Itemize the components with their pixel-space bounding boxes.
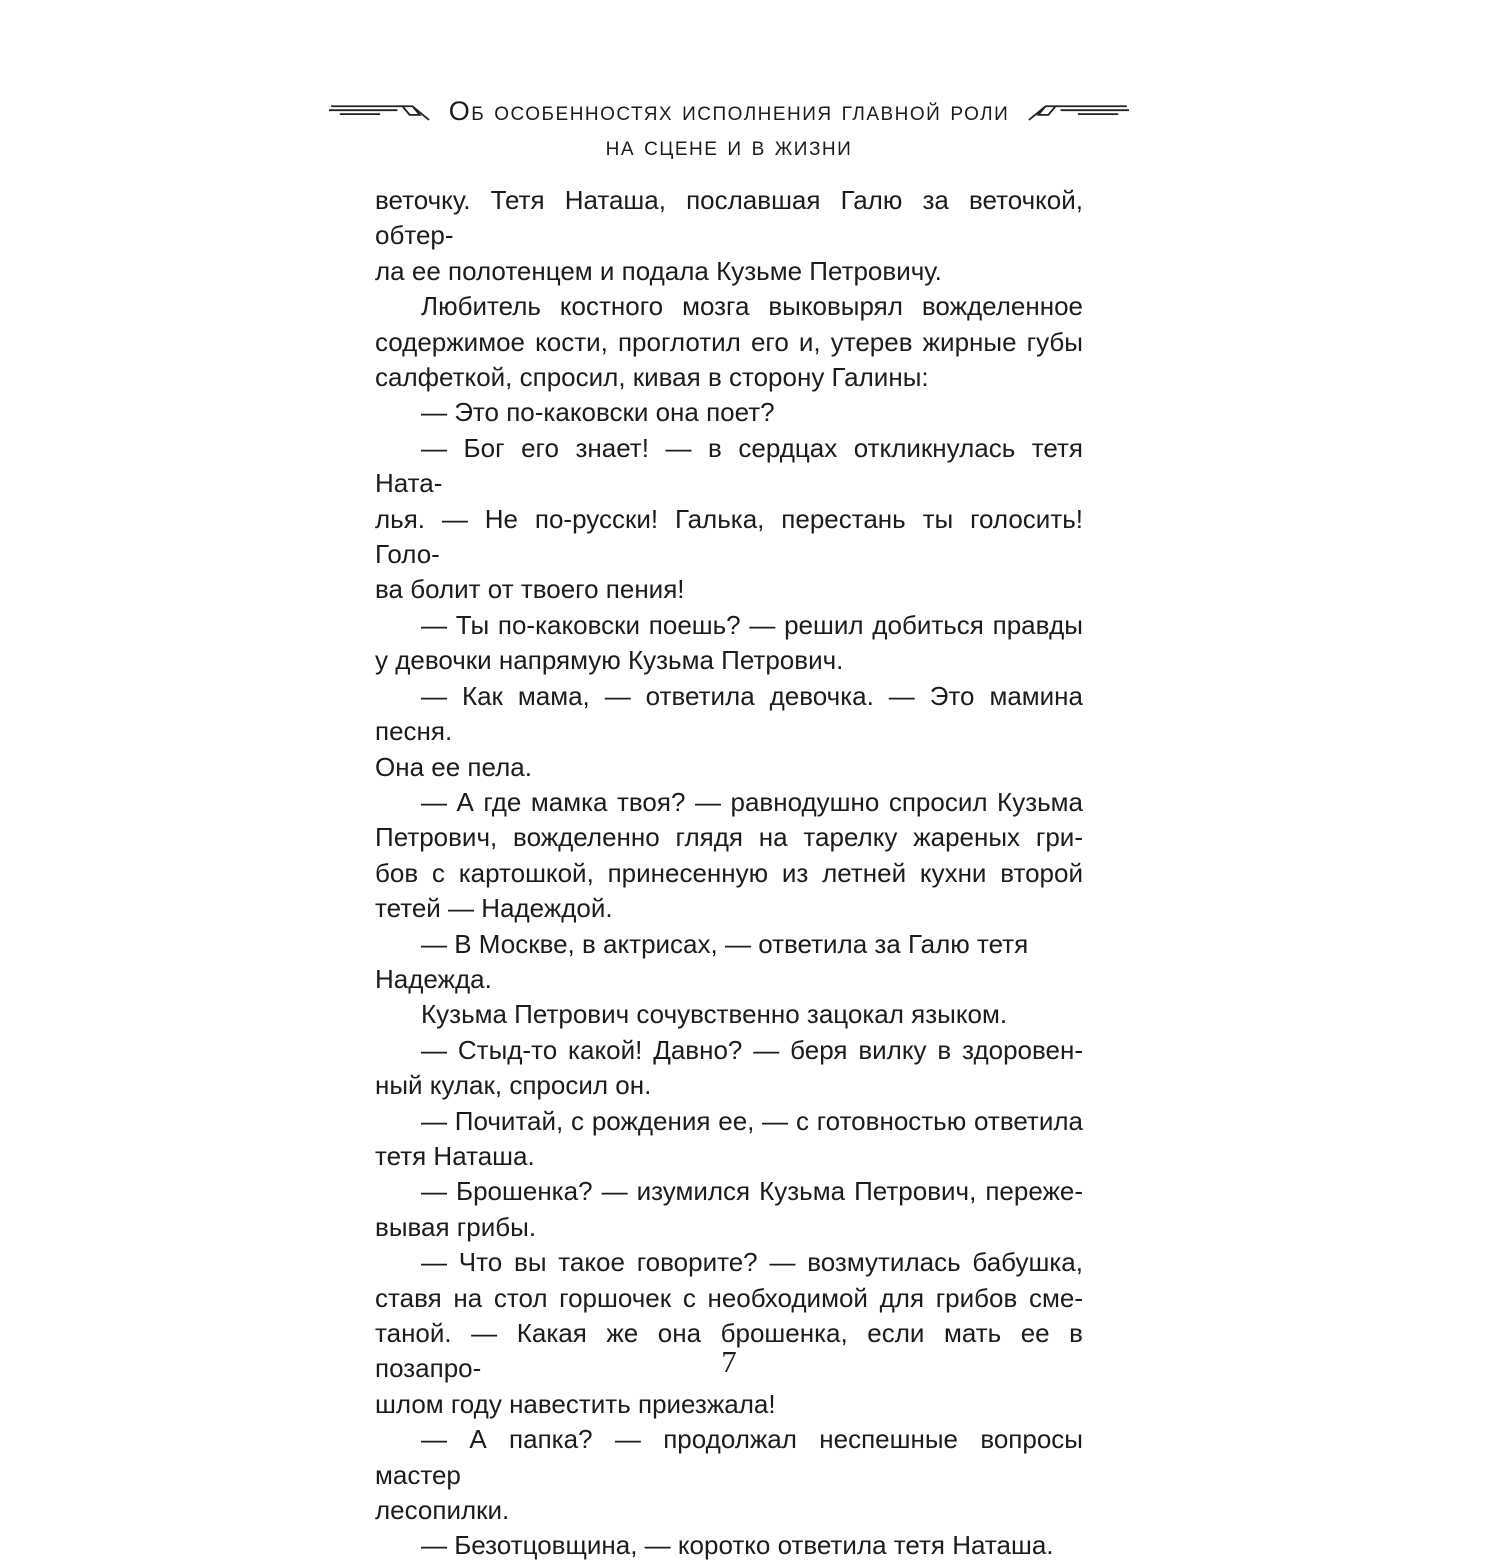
text-line: шлом году навестить приезжала! <box>375 1388 776 1419</box>
pen-flourish-right-icon <box>1021 101 1129 123</box>
paragraph <box>375 1174 1083 1245</box>
text-line: бов с картошкой, принесенную из летней кухни второй <box>375 857 1083 888</box>
text-line: ва болит от твоего пения! <box>375 574 685 605</box>
text-line: — Безотцовщина, — коротко ответила тетя Наташа. <box>421 1530 1054 1561</box>
text-line: — Что вы такое говорите? — возмутилась бабушка, <box>421 1247 1083 1278</box>
text-line: вывая грибы. <box>375 1211 537 1242</box>
text-line: — Это по-каковски она поет? <box>421 397 775 428</box>
text-line: Петрович, вожделенно глядя на тарелку жареных гри- <box>375 822 1083 853</box>
text-line: — Ты по-каковски поешь? — решил добиться правды <box>421 609 1083 640</box>
pen-flourish-left-icon <box>329 101 437 123</box>
paragraph <box>375 1033 1083 1104</box>
paragraph <box>375 183 1083 289</box>
text-line: Любитель костного мозга выковырял вожделенное <box>421 291 1083 322</box>
paragraph <box>375 1528 1083 1563</box>
text-line: — Бог его знает! — в сердцах откликнулась тетя Ната- <box>375 432 1083 499</box>
paragraph <box>375 1245 1083 1422</box>
text-line: содержимое кости, проглотил его и, утерев жирные губы <box>375 326 1083 357</box>
text-line: лья. — Не по-русски! Галька, перестань ты голосить! Голо- <box>375 503 1083 570</box>
paragraph <box>375 785 1083 927</box>
paragraph <box>375 289 1083 395</box>
chapter-title-line2: на сцене и в жизни <box>605 131 853 161</box>
text-line: — А папка? — продолжал неспешные вопросы мастер <box>375 1424 1083 1490</box>
text-line: — Как мама, — ответила девочка. — Это мамина песня. <box>375 680 1083 747</box>
paragraph <box>375 1104 1083 1175</box>
page-footer <box>375 1344 1083 1380</box>
page-number: 7 <box>721 1344 737 1379</box>
paragraph <box>375 431 1083 608</box>
paragraph <box>375 997 1083 1032</box>
text-line: лесопилки. <box>375 1495 510 1526</box>
paragraph <box>375 927 1083 998</box>
chapter-title-line1: Об особенностях исполнения главной роли <box>448 96 1010 126</box>
text-line: салфеткой, спросил, кивая в сторону Галины: <box>375 362 929 393</box>
text-line: Кузьма Петрович сочувственно зацокал языком. <box>421 999 1008 1030</box>
text-line: у девочки напрямую Кузьма Петрович. <box>375 645 844 676</box>
paragraph <box>375 1422 1083 1528</box>
paragraph <box>375 608 1083 679</box>
text-line: тетя Наташа. <box>375 1140 535 1171</box>
text-line: веточку. Тетя Наташа, пославшая Галю за веточкой, обтер- <box>375 185 1083 251</box>
text-line: ла ее полотенцем и подала Кузьме Петровичу. <box>375 255 942 286</box>
text-line: ставя на стол горшочек с необходимой для грибов сме- <box>375 1282 1083 1313</box>
text-line: — В Москве, в актрисах, — ответила за Галю тетя Надежда. <box>375 928 1029 994</box>
text-line: — Почитай, с рождения ее, — с готовностью ответила <box>421 1105 1083 1136</box>
text-line: таной. — Какая же она брошенка, если мать ее в позапро- <box>375 1318 1083 1384</box>
paragraph <box>375 395 1083 430</box>
paragraph <box>375 679 1083 785</box>
text-line: тетей — Надеждой. <box>375 893 613 924</box>
running-head <box>370 96 1088 162</box>
text-line: ный кулак, спросил он. <box>375 1070 652 1101</box>
text-line: Она ее пела. <box>375 751 532 782</box>
text-line: — Брошенка? — изумился Кузьма Петрович, переже- <box>421 1176 1083 1207</box>
text-line: — Стыд-то какой! Давно? — беря вилку в здоровен- <box>421 1034 1083 1065</box>
text-line: — А где мамка твоя? — равнодушно спросил Кузьма <box>421 786 1083 817</box>
